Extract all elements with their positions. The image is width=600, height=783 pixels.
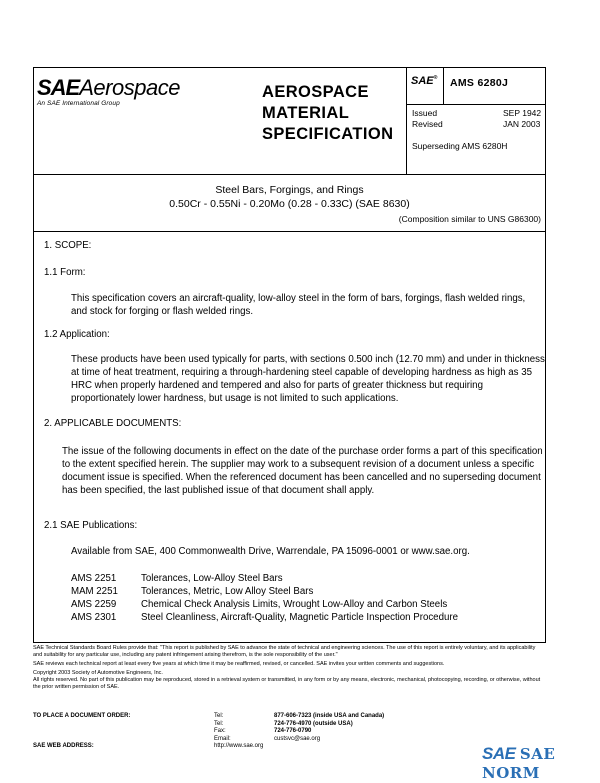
reference-list	[71, 572, 541, 626]
section-1-1-text: This specification covers an aircraft-quality, low-alloy steel in the form of bars, forgings, flash welded rings, and stock for forging or flash welded rings.	[71, 293, 526, 317]
fax-number: 724-776-0790	[274, 728, 312, 735]
section-1-2-text: These products have been used typically for parts, with sections 0.500 inch (12.70 mm) and under in thickness at time of heat treatment, requiring a through-hardening steel capable of developing hardness as high as 35 HRC when properly hardened and tempered and also for parts of greater thickness but requiring proportionately lower hardness, but usage is not limited to such applications.	[71, 354, 545, 404]
section-1-1-heading: 1.1 Form:	[44, 267, 86, 278]
document-id-box	[406, 68, 545, 174]
reference-title: Tolerances, Metric, Low Alloy Steel Bars	[141, 586, 314, 597]
web-address-label: SAE WEB ADDRESS:	[33, 743, 94, 750]
issued-label: Issued	[412, 108, 438, 118]
id-box-divider	[443, 68, 444, 104]
copyright-line: Copyright 2003 Society of Automotive Engineers, Inc.	[33, 670, 163, 676]
document-number: AMS 6280J	[450, 77, 509, 89]
id-box-rule	[406, 104, 545, 105]
section-2-1-heading: 2.1 SAE Publications:	[44, 520, 138, 531]
section-2-text: The issue of the following documents in effect on the date of the purchase order forms a part of this specification to the extent specified herein. The supplier may work to a subsequent revision of a document unless a specific document issue is specified. When the referenced document has been cancelled and no superseding document has been specified, the last published issue of that document shall apply.	[62, 446, 543, 496]
logo-sae-text: SAE	[37, 75, 80, 100]
web-address-link[interactable]: http://www.sae.org	[214, 743, 264, 750]
superseding-note: Superseding AMS 6280H	[412, 141, 508, 151]
order-label: TO PLACE A DOCUMENT ORDER:	[33, 713, 131, 719]
reference-code: AMS 2259	[71, 599, 117, 610]
reference-item	[71, 598, 541, 611]
title-line-1: AEROSPACE	[262, 83, 369, 101]
sae-norm-watermark	[482, 744, 600, 783]
reference-title: Chemical Check Analysis Limits, Wrought Low-Alloy and Carbon Steels	[141, 599, 448, 610]
section-1-heading: 1. SCOPE:	[44, 240, 92, 251]
issued-date: SEP 1942	[503, 108, 542, 118]
review-notice: SAE reviews each technical report at least every five years at which time it may be reaffirmed, revised, or cancelled. SAE invites your written comments and suggestions.	[33, 661, 445, 667]
reference-item	[71, 585, 541, 598]
section-1-2-heading: 1.2 Application:	[44, 329, 110, 340]
title-line-2: MATERIAL	[262, 104, 350, 122]
tel-label: Tel:	[214, 713, 224, 719]
sae-small-logo: SAE®	[411, 75, 438, 87]
tel-international: 724-776-4970 (outside USA)	[274, 720, 353, 727]
reference-code: AMS 2251	[71, 573, 117, 584]
section-2-heading: 2. APPLICABLE DOCUMENTS:	[44, 418, 182, 429]
logo-aerospace-text: Aerospace	[79, 75, 180, 100]
document-header	[34, 68, 545, 175]
tel-label: Tel:	[214, 720, 224, 727]
sae-norm-text: SAE NORM	[482, 745, 556, 782]
title-line-3: SPECIFICATION	[262, 125, 394, 143]
subject-line-1: Steel Bars, Forgings, and Rings	[215, 184, 364, 196]
reference-code: MAM 2251	[71, 586, 118, 597]
reference-title: Tolerances, Low-Alloy Steel Bars	[141, 573, 283, 584]
sae-norm-mark: SAE	[482, 744, 516, 763]
revised-label: Revised	[412, 119, 443, 129]
subject-line-2: 0.50Cr - 0.55Ni - 0.20Mo (0.28 - 0.33C) (SAE 8630)	[169, 198, 410, 210]
reference-code: AMS 2301	[71, 612, 117, 623]
reference-item	[71, 572, 541, 585]
rights-notice: All rights reserved. No part of this publication may be reproduced, stored in a retrieval system or transmitted, in any form or by any means, electronic, mechanical, photocopying, recording, or otherwise, without the prior written permission of SAE.	[33, 677, 541, 690]
email-label: Email:	[214, 735, 231, 742]
composition-note: (Composition similar to UNS G86300)	[398, 214, 541, 224]
document-type-title	[262, 82, 393, 145]
reference-item	[71, 611, 541, 624]
section-2-1-text: Available from SAE, 400 Commonwealth Drive, Warrendale, PA 15096-0001 or www.sae.org.	[71, 546, 470, 557]
revised-date: JAN 2003	[503, 119, 541, 129]
document-subject	[34, 174, 545, 232]
logo-subtitle: An SAE International Group	[37, 100, 120, 107]
reference-title: Steel Cleanliness, Aircraft-Quality, Magnetic Particle Inspection Procedure	[141, 612, 458, 623]
standards-board-notice: SAE Technical Standards Board Rules provide that: "This report is published by SAE to advance the state of technical and engineering sciences. The use of this report is entirely voluntary, and its applicability and suitability for any particular use, including any patent infringement arising therefrom, is the sole responsibility of the user."	[33, 645, 536, 658]
email-link[interactable]: custsvc@sae.org	[274, 735, 321, 742]
fax-label: Fax:	[214, 728, 226, 735]
order-contact-block	[33, 713, 473, 763]
sae-aerospace-logo	[37, 77, 180, 107]
legal-footer	[33, 645, 546, 693]
tel-domestic: 877-606-7323 (inside USA and Canada)	[274, 713, 385, 719]
